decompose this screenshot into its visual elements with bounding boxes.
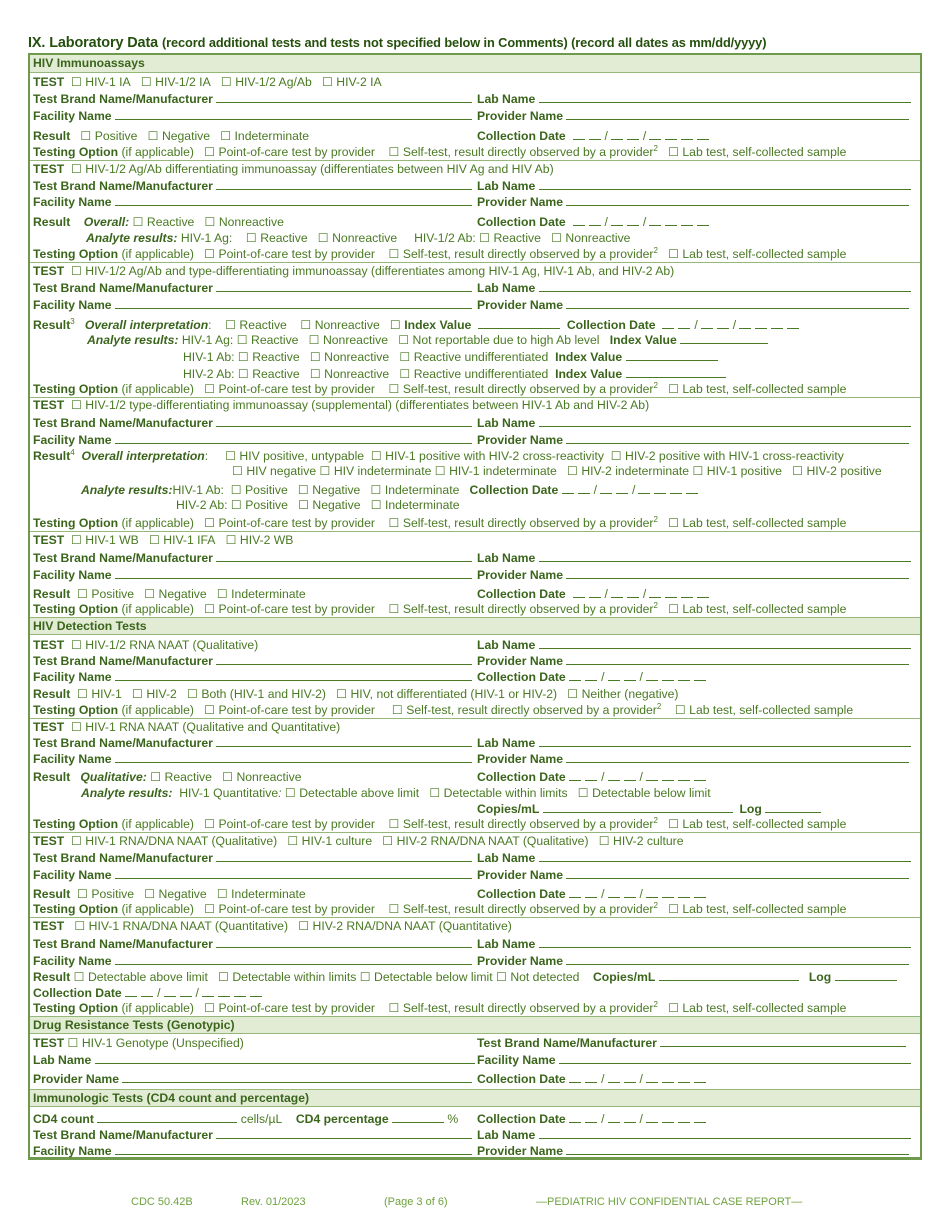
lab-name-field[interactable]: Lab Name <box>477 281 911 295</box>
brand-field[interactable]: Test Brand Name/Manufacturer <box>33 281 472 295</box>
immuno1-test-row: TEST ☐ HIV-1 IA ☐ HIV-1/2 IA ☐ HIV-1/2 Ag/Ab ☐ HIV-2 IA <box>33 75 382 89</box>
brand-field[interactable]: Test Brand Name/Manufacturer <box>477 1036 906 1050</box>
testing-option-row[interactable]: Testing Option (if applicable) ☐ Point-of-care test by provider ☐ Self-test, result directly observed by a provider$^2$ ☐ Lab test, self-collected sample <box>33 380 847 396</box>
provider-field[interactable]: Provider Name <box>477 868 909 882</box>
brand-field[interactable]: Test Brand Name/Manufacturer <box>33 654 472 668</box>
section-title: IX. Laboratory Data (record additional tests and tests not specified below in Comments) (record all dates as mm/dd/yyyy) <box>28 35 767 51</box>
brand-field[interactable]: Test Brand Name/Manufacturer <box>33 416 472 430</box>
lab-name-field[interactable]: Lab Name <box>477 638 911 652</box>
immuno4-overall-row1[interactable]: Result$^4$ Overall interpretation: ☐ HIV positive, untypable ☐ HIV-1 positive with HIV-2 cross-reactivity ☐ HIV-2 positive with HIV-1 cross-reactivity <box>33 447 844 463</box>
lab-name-field[interactable]: Lab Name <box>33 1053 475 1067</box>
immuno5-test-row[interactable]: TEST ☐ HIV-1 WB ☐ HIV-1 IFA ☐ HIV-2 WB <box>33 533 294 547</box>
lab-name-field[interactable]: Lab Name <box>477 1128 911 1142</box>
band-drug-resistance: Drug Resistance Tests (Genotypic) <box>30 1016 920 1034</box>
lab-name-field[interactable]: Lab Name <box>477 92 911 106</box>
checkbox-hiv12-ia[interactable]: ☐ HIV-1/2 IA <box>140 75 211 89</box>
lab-name-field[interactable]: Lab Name <box>477 937 911 951</box>
provider-field[interactable]: Provider Name <box>477 298 909 312</box>
immuno4-analyte-hiv2ab[interactable]: HIV-2 Ab: ☐ Positive ☐ Negative ☐ Indeterminate <box>176 498 460 512</box>
facility-field[interactable]: Facility Name <box>33 109 472 123</box>
band-immunoassays: HIV Immunoassays <box>30 55 920 73</box>
immuno4-test-row[interactable]: TEST ☐ HIV-1/2 type-differentiating immunoassay (supplemental) (differentiates between HIV-1 Ab and HIV-2 Ab) <box>33 398 650 412</box>
immuno4-analyte-hiv1ab[interactable]: Analyte results:HIV-1 Ab: ☐ Positive ☐ Negative ☐ Indeterminate Collection Date / / <box>81 483 702 497</box>
band-immunologic: Immunologic Tests (CD4 count and percentage) <box>30 1089 920 1107</box>
det2-copies-log-row[interactable]: Copies/mL Log <box>477 802 821 816</box>
lab-name-field[interactable]: Lab Name <box>477 551 911 565</box>
lab-data-frame <box>28 53 922 1160</box>
immuno3-analyte-hiv1ab[interactable]: HIV-1 Ab: ☐ Reactive ☐ Nonreactive ☐ Reactive undifferentiated Index Value <box>183 350 718 364</box>
drug-test-row[interactable]: TEST ☐ HIV-1 Genotype (Unspecified) <box>33 1036 244 1050</box>
det3-test-row[interactable]: TEST ☐ HIV-1 RNA/DNA NAAT (Qualitative) ☐ HIV-1 culture ☐ HIV-2 RNA/DNA NAAT (Qualitative) ☐ HIV-2 culture <box>33 834 684 848</box>
testing-option-row[interactable]: Testing Option (if applicable) ☐ Point-of-care test by provider ☐ Self-test, result directly observed by a provider$^2$ ☐ Lab test, self-collected sample <box>33 900 847 916</box>
immuno3-test-row[interactable]: TEST ☐ HIV-1/2 Ag/Ab and type-differentiating immunoassay (differentiates among HIV-1 Ag, HIV-1 Ab, and HIV-2 Ab) <box>33 264 675 278</box>
facility-field[interactable]: Facility Name <box>33 868 472 882</box>
collection-date-field[interactable]: Collection Date / / <box>477 1112 710 1126</box>
facility-field[interactable]: Facility Name <box>33 298 472 312</box>
collection-date-field[interactable]: Collection Date / / <box>477 215 713 229</box>
provider-field[interactable]: Provider Name <box>477 654 909 668</box>
brand-field[interactable]: Test Brand Name/Manufacturer <box>33 551 472 565</box>
provider-field[interactable]: Provider Name <box>477 1144 909 1158</box>
brand-field[interactable]: Test Brand Name/Manufacturer <box>33 851 472 865</box>
footer-revision: Rev. 01/2023 <box>241 1196 306 1208</box>
testing-option-row[interactable]: Testing Option (if applicable) ☐ Point-of-care test by provider ☐ Self-test, result directly observed by a provider$^2$ ☐ Lab test, self-collected sample <box>33 701 854 717</box>
provider-field[interactable]: Provider Name <box>477 109 909 123</box>
provider-field[interactable]: Provider Name <box>477 568 909 582</box>
testing-option-row[interactable]: Testing Option (if applicable) ☐ Point-of-care test by provider ☐ Self-test, result directly observed by a provider$^2$ ☐ Lab test, self-collected sample <box>33 600 847 616</box>
facility-field[interactable]: Facility Name <box>33 568 472 582</box>
immuno2-test-row[interactable]: TEST ☐ HIV-1/2 Ag/Ab differentiating immunoassay (differentiates between HIV Ag and HIV Ab) <box>33 162 554 176</box>
band-detection: HIV Detection Tests <box>30 617 920 635</box>
collection-date-field[interactable]: Collection Date / / <box>477 587 713 601</box>
checkbox-hiv2-ia[interactable]: ☐ HIV-2 IA <box>321 75 382 89</box>
immuno4-overall-row2[interactable]: ☐ HIV negative ☐ HIV indeterminate ☐ HIV-1 indeterminate ☐ HIV-2 indeterminate ☐ HIV-1 positive ☐ HIV-2 positive <box>232 464 882 478</box>
facility-field[interactable]: Facility Name <box>33 954 472 968</box>
brand-field[interactable]: Test Brand Name/Manufacturer <box>33 937 472 951</box>
provider-field[interactable]: Provider Name <box>477 752 909 766</box>
testing-option-row[interactable]: Testing Option (if applicable) ☐ Point-of-care test by provider ☐ Self-test, result directly observed by a provider$^2$ ☐ Lab test, self-collected sample <box>33 245 847 261</box>
collection-date-field[interactable]: Collection Date / / <box>477 887 710 901</box>
footer-title: —PEDIATRIC HIV CONFIDENTIAL CASE REPORT— <box>536 1196 803 1208</box>
lab-name-field[interactable]: Lab Name <box>477 416 911 430</box>
det1-result-row[interactable]: Result ☐ HIV-1 ☐ HIV-2 ☐ Both (HIV-1 and HIV-2) ☐ HIV, not differentiated (HIV-1 or HIV-2) ☐ Neither (negative) <box>33 687 679 701</box>
immuno3-overall-row[interactable]: Result$^3$ Overall interpretation: ☐ Reactive ☐ Nonreactive ☐ Index Value Collection Date / / <box>33 318 803 332</box>
immuno2-overall-row[interactable]: Result Overall: ☐ Reactive ☐ Nonreactive <box>33 215 284 229</box>
det4-result-row[interactable]: Result ☐ Detectable above limit ☐ Detectable within limits ☐ Detectable below limit ☐ Not detected Copies/mL Log <box>33 970 897 984</box>
brand-field[interactable]: Test Brand Name/Manufacturer <box>33 92 472 106</box>
det2-qualitative-row[interactable]: Result Qualitative: ☐ Reactive ☐ Nonreactive <box>33 770 302 784</box>
immuno3-analyte-hiv2ab[interactable]: HIV-2 Ab: ☐ Reactive ☐ Nonreactive ☐ Reactive undifferentiated Index Value <box>183 367 726 381</box>
lab-name-field[interactable]: Lab Name <box>477 851 911 865</box>
det2-test-row[interactable]: TEST ☐ HIV-1 RNA NAAT (Qualitative and Quantitative) <box>33 720 341 734</box>
testing-option-row[interactable]: Testing Option (if applicable) ☐ Point-of-care test by provider ☐ Self-test, result directly observed by a provider$^2$ ☐ Lab test, self-collected sample <box>33 815 847 831</box>
collection-date-field[interactable]: Collection Date / / <box>477 1072 710 1086</box>
cd4-count-row[interactable]: CD4 count cells/µL CD4 percentage % <box>33 1112 459 1126</box>
provider-field[interactable]: Provider Name <box>33 1072 472 1086</box>
immuno5-result-row[interactable]: Result ☐ Positive ☐ Negative ☐ Indeterminate <box>33 587 306 601</box>
collection-date-field[interactable]: Collection Date / / <box>477 670 710 684</box>
provider-field[interactable]: Provider Name <box>477 954 909 968</box>
immuno1-result-row[interactable]: Result ☐ Positive ☐ Negative ☐ Indeterminate <box>33 129 310 143</box>
testing-option-row[interactable]: Testing Option (if applicable) ☐ Point-of-care test by provider ☐ Self-test, result directly observed by a provider$^2$ ☐ Lab test, self-collected sample <box>33 999 847 1015</box>
collection-date-field[interactable]: Collection Date / / <box>477 129 713 143</box>
checkbox-hiv1-ia[interactable]: ☐ HIV-1 IA <box>70 75 131 89</box>
facility-field[interactable]: Facility Name <box>33 1144 472 1158</box>
facility-field[interactable]: Facility Name <box>33 433 472 447</box>
immuno2-analyte-row[interactable]: Analyte results: HIV-1 Ag: ☐ Reactive ☐ Nonreactive HIV-1/2 Ab: ☐ Reactive ☐ Nonreactive <box>86 231 631 245</box>
lab-name-field[interactable]: Lab Name <box>477 736 911 750</box>
brand-field[interactable]: Test Brand Name/Manufacturer <box>33 1128 472 1142</box>
footer-page: (Page 3 of 6) <box>384 1196 448 1208</box>
testing-option-row[interactable]: Testing Option (if applicable) ☐ Point-of-care test by provider ☐ Self-test, result directly observed by a provider$^2$ ☐ Lab test, self-collected sample <box>33 514 847 530</box>
brand-field[interactable]: Test Brand Name/Manufacturer <box>33 736 472 750</box>
checkbox-hiv12-agab[interactable]: ☐ HIV-1/2 Ag/Ab <box>220 75 312 89</box>
det2-quantitative-row[interactable]: Analyte results: HIV-1 Quantitative: ☐ Detectable above limit ☐ Detectable within limits ☐ Detectable below limit <box>81 786 711 800</box>
footer-form-number: CDC 50.42B <box>131 1196 193 1208</box>
facility-field[interactable]: Facility Name <box>33 195 472 209</box>
facility-field[interactable]: Facility Name <box>477 1053 911 1067</box>
collection-date-field[interactable]: Collection Date / / <box>477 770 710 784</box>
det4-test-row[interactable]: TEST ☐ HIV-1 RNA/DNA NAAT (Quantitative) ☐ HIV-2 RNA/DNA NAAT (Quantitative) <box>33 919 512 933</box>
facility-field[interactable]: Facility Name <box>33 752 472 766</box>
facility-field[interactable]: Facility Name <box>33 670 472 684</box>
provider-field[interactable]: Provider Name <box>477 195 909 209</box>
collection-date-field[interactable]: Collection Date / / <box>33 986 266 1000</box>
immuno3-analyte-hiv1ag[interactable]: Analyte results: HIV-1 Ag: ☐ Reactive ☐ Nonreactive ☐ Not reportable due to high Ab level Index Value <box>87 333 768 347</box>
brand-field[interactable]: Test Brand Name/Manufacturer <box>33 179 472 193</box>
det1-test-row[interactable]: TEST ☐ HIV-1/2 RNA NAAT (Qualitative) <box>33 638 259 652</box>
det3-result-row[interactable]: Result ☐ Positive ☐ Negative ☐ Indeterminate <box>33 887 306 901</box>
testing-option-row[interactable]: Testing Option (if applicable) ☐ Point-of-care test by provider ☐ Self-test, result directly observed by a provider$^2$ ☐ Lab test, self-collected sample <box>33 143 847 159</box>
lab-name-field[interactable]: Lab Name <box>477 179 911 193</box>
provider-field[interactable]: Provider Name <box>477 433 909 447</box>
